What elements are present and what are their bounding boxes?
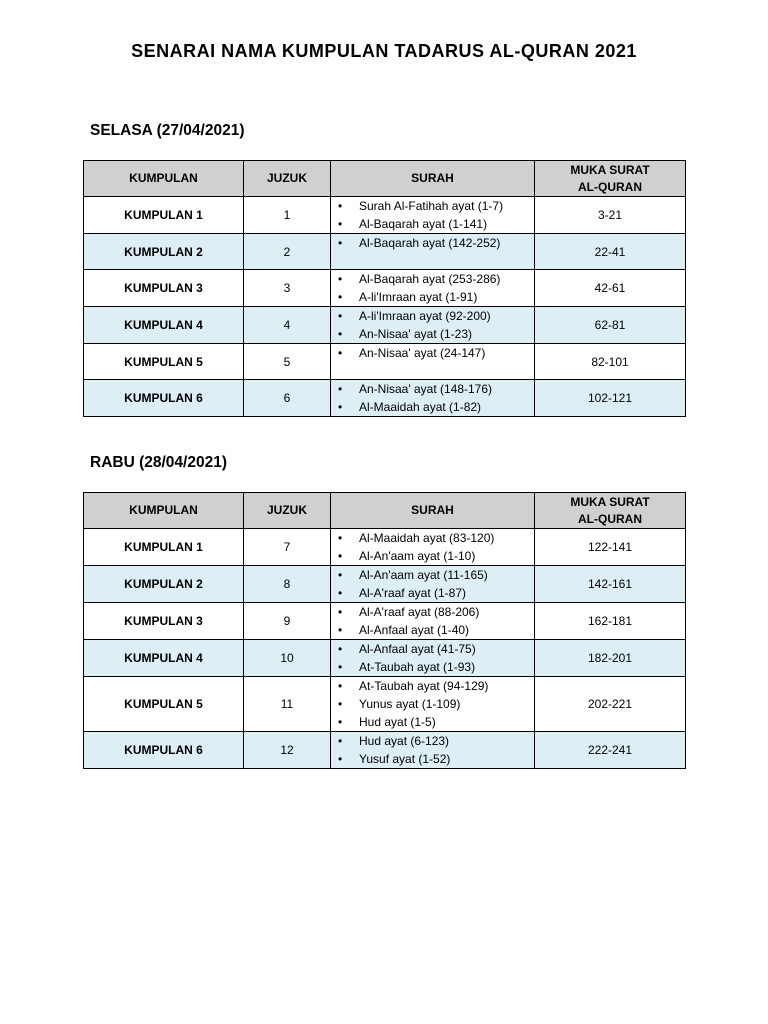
surah-cell xyxy=(331,732,535,769)
muka-surat-cell: 162-181 xyxy=(535,603,686,640)
kumpulan-cell: KUMPULAN 5 xyxy=(84,344,244,380)
table-header-row xyxy=(84,161,686,197)
table-row xyxy=(84,307,686,344)
surah-list-item: • Al-Maaidah ayat (1-82) xyxy=(338,398,534,416)
surah-cell xyxy=(331,640,535,677)
juzuk-cell: 10 xyxy=(244,640,331,677)
surah-list xyxy=(338,344,534,362)
surah-list-item: • Al-An'aam ayat (1-10) xyxy=(338,547,534,565)
table-row xyxy=(84,380,686,417)
surah-list-item: • At-Taubah ayat (1-93) xyxy=(338,658,534,676)
muka-surat-cell: 62-81 xyxy=(535,307,686,344)
juzuk-cell: 4 xyxy=(244,307,331,344)
juzuk-cell: 2 xyxy=(244,234,331,270)
kumpulan-cell: KUMPULAN 2 xyxy=(84,234,244,270)
header-kumpulan: KUMPULAN xyxy=(84,161,244,197)
table-row xyxy=(84,566,686,603)
table-body xyxy=(84,529,686,769)
header-kumpulan: KUMPULAN xyxy=(84,493,244,529)
header-muka-surat-line2: AL-QURAN xyxy=(578,511,642,526)
surah-list-item: • An-Nisaa' ayat (24-147) xyxy=(338,344,534,362)
muka-surat-cell: 22-41 xyxy=(535,234,686,270)
header-muka-surat-line1: MUKA SURAT xyxy=(570,494,650,509)
surah-list-item: • Al-Anfaal ayat (41-75) xyxy=(338,640,534,658)
schedule-table-selasa xyxy=(83,160,686,417)
surah-list xyxy=(338,677,534,731)
header-juzuk: JUZUK xyxy=(244,493,331,529)
surah-list-item: • Hud ayat (1-5) xyxy=(338,713,534,731)
day-heading-selasa: SELASA (27/04/2021) xyxy=(90,122,245,139)
surah-list-item: • A-li'Imraan ayat (92-200) xyxy=(338,307,534,325)
muka-surat-cell: 3-21 xyxy=(535,197,686,234)
surah-list-item: • Al-Baqarah ayat (1-141) xyxy=(338,215,534,233)
surah-list-item: • An-Nisaa' ayat (148-176) xyxy=(338,380,534,398)
surah-list-item: • Al-Baqarah ayat (253-286) xyxy=(338,270,534,288)
header-muka-surat-line1: MUKA SURAT xyxy=(570,162,650,177)
surah-list xyxy=(338,270,534,306)
juzuk-cell: 8 xyxy=(244,566,331,603)
surah-list xyxy=(338,529,534,565)
header-surah: SURAH xyxy=(331,493,535,529)
juzuk-cell: 6 xyxy=(244,380,331,417)
surah-cell xyxy=(331,677,535,732)
table-header-row xyxy=(84,493,686,529)
surah-list-item: • Yunus ayat (1-109) xyxy=(338,695,534,713)
surah-cell xyxy=(331,344,535,380)
surah-list xyxy=(338,732,534,768)
table-row xyxy=(84,603,686,640)
juzuk-cell: 1 xyxy=(244,197,331,234)
kumpulan-cell: KUMPULAN 4 xyxy=(84,640,244,677)
kumpulan-cell: KUMPULAN 3 xyxy=(84,603,244,640)
surah-list-item: • An-Nisaa' ayat (1-23) xyxy=(338,325,534,343)
table-row xyxy=(84,732,686,769)
surah-list xyxy=(338,234,534,252)
muka-surat-cell: 122-141 xyxy=(535,529,686,566)
juzuk-cell: 3 xyxy=(244,270,331,307)
juzuk-cell: 11 xyxy=(244,677,331,732)
surah-list xyxy=(338,603,534,639)
muka-surat-cell: 42-61 xyxy=(535,270,686,307)
muka-surat-cell: 182-201 xyxy=(535,640,686,677)
table-row xyxy=(84,197,686,234)
surah-cell xyxy=(331,234,535,270)
page-title: SENARAI NAMA KUMPULAN TADARUS AL-QURAN 2021 xyxy=(131,41,637,61)
muka-surat-cell: 82-101 xyxy=(535,344,686,380)
surah-list-item: • Al-Baqarah ayat (142-252) xyxy=(338,234,534,252)
muka-surat-cell: 222-241 xyxy=(535,732,686,769)
surah-list-item: • Surah Al-Fatihah ayat (1-7) xyxy=(338,197,534,215)
surah-list-item: • Al-An'aam ayat (11-165) xyxy=(338,566,534,584)
schedule-table-rabu xyxy=(83,492,686,769)
surah-cell xyxy=(331,603,535,640)
surah-list-item: • Yusuf ayat (1-52) xyxy=(338,750,534,768)
kumpulan-cell: KUMPULAN 1 xyxy=(84,197,244,234)
surah-list-item: • Hud ayat (6-123) xyxy=(338,732,534,750)
surah-list xyxy=(338,307,534,343)
surah-cell xyxy=(331,307,535,344)
surah-cell xyxy=(331,529,535,566)
muka-surat-cell: 202-221 xyxy=(535,677,686,732)
header-muka-surat-line2: AL-QURAN xyxy=(578,179,642,194)
juzuk-cell: 5 xyxy=(244,344,331,380)
header-muka-surat xyxy=(535,493,686,529)
surah-list-item: • A-li'Imraan ayat (1-91) xyxy=(338,288,534,306)
kumpulan-cell: KUMPULAN 4 xyxy=(84,307,244,344)
surah-cell xyxy=(331,270,535,307)
surah-list xyxy=(338,640,534,676)
table-row xyxy=(84,640,686,677)
surah-cell xyxy=(331,197,535,234)
surah-list-item: • At-Taubah ayat (94-129) xyxy=(338,677,534,695)
kumpulan-cell: KUMPULAN 3 xyxy=(84,270,244,307)
day-heading-rabu: RABU (28/04/2021) xyxy=(90,454,227,471)
kumpulan-cell: KUMPULAN 2 xyxy=(84,566,244,603)
surah-cell xyxy=(331,380,535,417)
juzuk-cell: 7 xyxy=(244,529,331,566)
surah-list-item: • Al-A'raaf ayat (88-206) xyxy=(338,603,534,621)
surah-list-item: • Al-Maaidah ayat (83-120) xyxy=(338,529,534,547)
table-row xyxy=(84,270,686,307)
table-body xyxy=(84,197,686,417)
header-muka-surat xyxy=(535,161,686,197)
kumpulan-cell: KUMPULAN 6 xyxy=(84,732,244,769)
juzuk-cell: 9 xyxy=(244,603,331,640)
table-row xyxy=(84,234,686,270)
juzuk-cell: 12 xyxy=(244,732,331,769)
muka-surat-cell: 142-161 xyxy=(535,566,686,603)
table-row xyxy=(84,677,686,732)
kumpulan-cell: KUMPULAN 1 xyxy=(84,529,244,566)
kumpulan-cell: KUMPULAN 6 xyxy=(84,380,244,417)
table-row xyxy=(84,529,686,566)
surah-list xyxy=(338,566,534,602)
header-surah: SURAH xyxy=(331,161,535,197)
kumpulan-cell: KUMPULAN 5 xyxy=(84,677,244,732)
muka-surat-cell: 102-121 xyxy=(535,380,686,417)
surah-list-item: • Al-A'raaf ayat (1-87) xyxy=(338,584,534,602)
surah-list xyxy=(338,380,534,416)
table-row xyxy=(84,344,686,380)
surah-list xyxy=(338,197,534,233)
header-juzuk: JUZUK xyxy=(244,161,331,197)
surah-list-item: • Al-Anfaal ayat (1-40) xyxy=(338,621,534,639)
surah-cell xyxy=(331,566,535,603)
